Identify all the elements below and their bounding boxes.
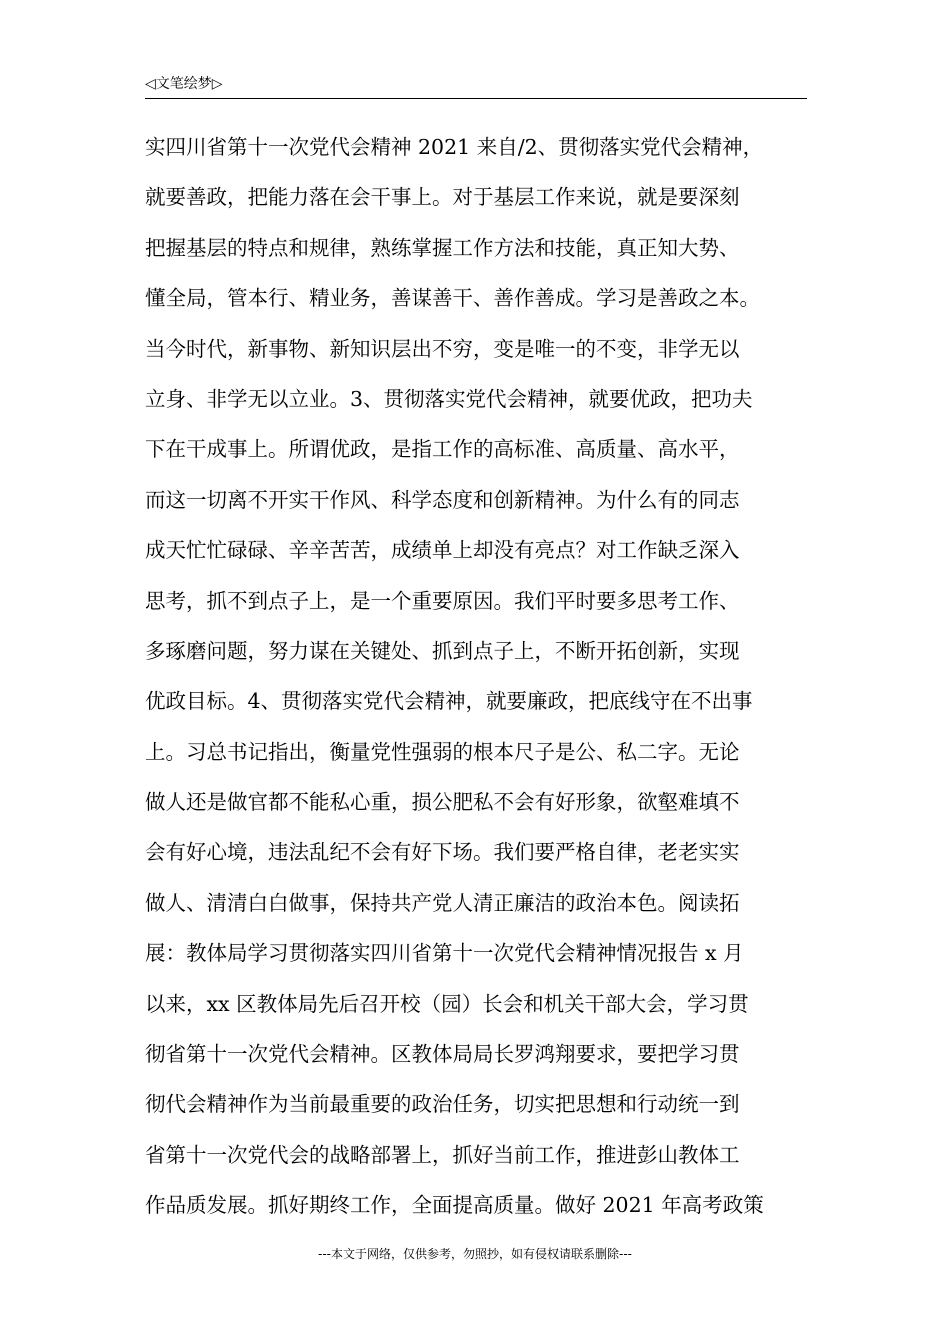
body-line: 当今时代，新事物、新知识层出不穷，变是唯一的不变，非学无以 <box>145 336 740 361</box>
body-line: 立身、非学无以立业。3、贯彻落实党代会精神，就要优政，把功夫 <box>145 386 753 411</box>
body-line: 上。习总书记指出，衡量党性强弱的根本尺子是公、私二字。无论 <box>145 739 740 764</box>
body-line: 做人还是做官都不能私心重，损公肥私不会有好形象，欲壑难填不 <box>145 790 740 815</box>
body-line: 思考，抓不到点子上，是一个重要原因。我们平时要多思考工作、 <box>145 588 740 613</box>
document-body <box>145 130 815 1239</box>
body-line: 彻代会精神作为当前最重要的政治任务，切实把思想和行动统一到 <box>145 1092 740 1117</box>
body-line: 把握基层的特点和规律，熟练掌握工作方法和技能，真正知大势、 <box>145 235 740 260</box>
body-line: 会有好心境，违法乱纪不会有好下场。我们要严格自律，老老实实 <box>145 840 740 865</box>
page-header <box>145 74 807 99</box>
page-footer: ---本文于网络，仅供参考，勿照抄，如有侵权请联系删除--- <box>318 1247 632 1261</box>
body-line: 而这一切离不开实干作风、科学态度和创新精神。为什么有的同志 <box>145 487 740 512</box>
body-line: 省第十一次党代会的战略部署上，抓好当前工作，推进彭山教体工 <box>145 1142 740 1167</box>
body-line: 实四川省第十一次党代会精神 2021 来自/2、贯彻落实党代会精神， <box>145 135 764 159</box>
body-line: 多琢磨问题，努力谋在关键处、抓到点子上，不断开拓创新，实现 <box>145 638 740 663</box>
body-line: 成天忙忙碌碌、辛辛苦苦，成绩单上却没有亮点？对工作缺乏深入 <box>145 538 740 563</box>
body-line: 作品质发展。抓好期终工作，全面提高质量。做好 2021 年高考政策 <box>145 1193 764 1218</box>
body-line: 展：教体局学习贯彻落实四川省第十一次党代会精神情况报告 x 月 <box>145 941 744 966</box>
body-line: 以来，xx 区教体局先后召开校（园）长会和机关干部大会，学习贯 <box>145 991 749 1016</box>
body-line: 就要善政，把能力落在会干事上。对于基层工作来说，就是要深刻 <box>145 185 740 210</box>
body-line: 优政目标。4、贯彻落实党代会精神，就要廉政，把底线守在不出事 <box>145 689 753 714</box>
body-line: 彻省第十一次党代会精神。区教体局局长罗鸿翔要求，要把学习贯 <box>145 1042 740 1067</box>
body-line: 懂全局，管本行、精业务，善谋善干、善作善成。学习是善政之本。 <box>145 286 760 311</box>
body-line: 做人、清清白白做事，保持共产党人清正廉洁的政治本色。阅读拓 <box>145 890 740 915</box>
body-line: 下在干成事上。所谓优政，是指工作的高标准、高质量、高水平， <box>145 437 740 462</box>
header-title: ◁文笔绘梦▷ <box>145 76 223 92</box>
